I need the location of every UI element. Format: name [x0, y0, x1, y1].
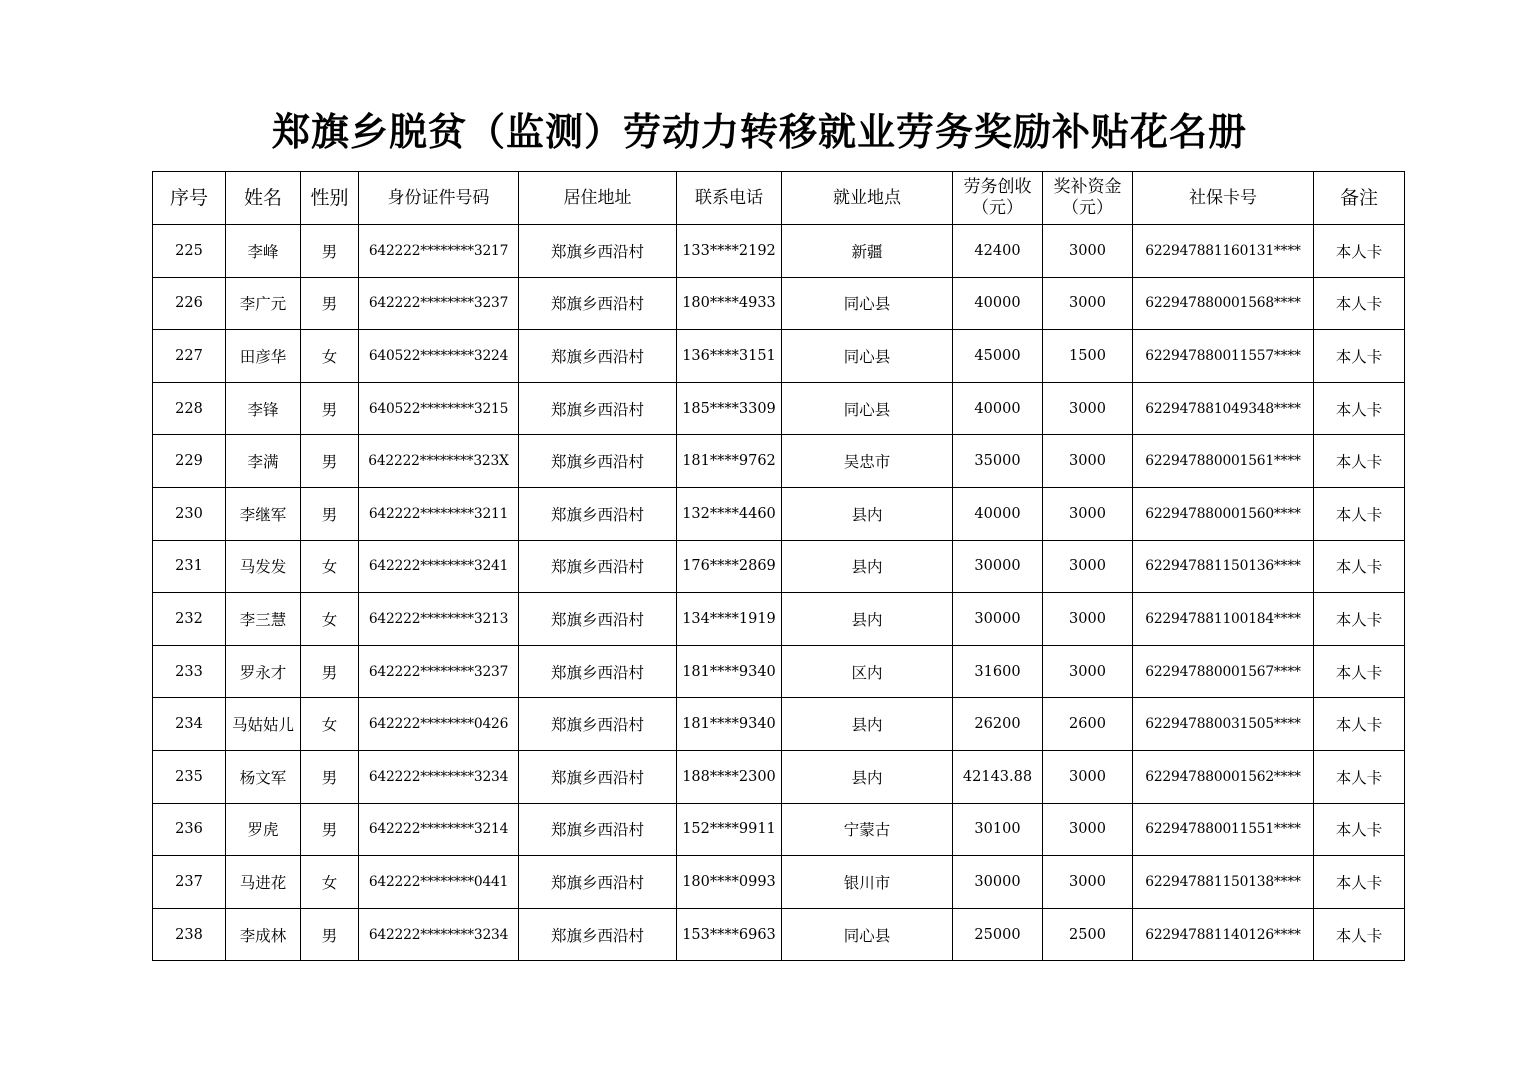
- cell-card: 622947881150136****: [1133, 540, 1314, 593]
- cell-id-number: 642222********3241: [359, 540, 519, 593]
- cell-seq: 237: [153, 856, 226, 909]
- cell-name: 李广元: [226, 277, 301, 330]
- cell-id-number: 642222********3234: [359, 750, 519, 803]
- cell-name: 罗虎: [226, 803, 301, 856]
- cell-note: 本人卡: [1314, 803, 1405, 856]
- cell-name: 李三慧: [226, 593, 301, 646]
- cell-card: 622947880031505****: [1133, 698, 1314, 751]
- cell-work-place: 吴忠市: [782, 435, 953, 488]
- cell-address: 郑旗乡西沿村: [519, 540, 677, 593]
- cell-work-place: 新疆: [782, 225, 953, 278]
- cell-card: 622947881100184****: [1133, 593, 1314, 646]
- cell-seq: 230: [153, 487, 226, 540]
- cell-gender: 女: [301, 698, 359, 751]
- roster-table: [152, 171, 1405, 961]
- cell-seq: 232: [153, 593, 226, 646]
- cell-note: 本人卡: [1314, 593, 1405, 646]
- table-row: [153, 277, 1405, 330]
- cell-gender: 男: [301, 225, 359, 278]
- cell-note: 本人卡: [1314, 487, 1405, 540]
- header-income: 劳务创收（元）: [953, 172, 1043, 225]
- cell-phone: 181****9340: [677, 645, 782, 698]
- cell-subsidy: 2500: [1043, 908, 1133, 961]
- cell-seq: 233: [153, 645, 226, 698]
- table-row: [153, 698, 1405, 751]
- cell-name: 李继军: [226, 487, 301, 540]
- cell-phone: 176****2869: [677, 540, 782, 593]
- cell-note: 本人卡: [1314, 750, 1405, 803]
- header-name: 姓名: [226, 172, 301, 225]
- cell-subsidy: 3000: [1043, 487, 1133, 540]
- cell-subsidy: 2600: [1043, 698, 1133, 751]
- cell-name: 马进花: [226, 856, 301, 909]
- cell-subsidy: 3000: [1043, 645, 1133, 698]
- document-title: 郑旗乡脱贫（监测）劳动力转移就业劳务奖励补贴花名册: [271, 110, 1247, 154]
- cell-work-place: 银川市: [782, 856, 953, 909]
- cell-subsidy: 3000: [1043, 382, 1133, 435]
- cell-subsidy: 3000: [1043, 540, 1133, 593]
- cell-seq: 231: [153, 540, 226, 593]
- table-row: [153, 382, 1405, 435]
- cell-card: 622947881140126****: [1133, 908, 1314, 961]
- cell-card: 622947880001562****: [1133, 750, 1314, 803]
- cell-id-number: 642222********3217: [359, 225, 519, 278]
- cell-id-number: 642222********3234: [359, 908, 519, 961]
- cell-note: 本人卡: [1314, 435, 1405, 488]
- cell-gender: 女: [301, 330, 359, 383]
- cell-phone: 133****2192: [677, 225, 782, 278]
- header-card: 社保卡号: [1133, 172, 1314, 225]
- cell-subsidy: 3000: [1043, 856, 1133, 909]
- cell-address: 郑旗乡西沿村: [519, 593, 677, 646]
- cell-seq: 229: [153, 435, 226, 488]
- header-note: 备注: [1314, 172, 1405, 225]
- cell-address: 郑旗乡西沿村: [519, 908, 677, 961]
- cell-seq: 235: [153, 750, 226, 803]
- cell-work-place: 县内: [782, 698, 953, 751]
- cell-subsidy: 3000: [1043, 750, 1133, 803]
- cell-work-place: 县内: [782, 540, 953, 593]
- cell-income: 35000: [953, 435, 1043, 488]
- cell-gender: 男: [301, 277, 359, 330]
- cell-seq: 236: [153, 803, 226, 856]
- cell-card: 622947881150138****: [1133, 856, 1314, 909]
- cell-income: 42143.88: [953, 750, 1043, 803]
- table-row: [153, 856, 1405, 909]
- cell-phone: 132****4460: [677, 487, 782, 540]
- cell-seq: 226: [153, 277, 226, 330]
- cell-work-place: 县内: [782, 593, 953, 646]
- table-header: [153, 172, 1405, 225]
- cell-work-place: 同心县: [782, 908, 953, 961]
- cell-gender: 女: [301, 540, 359, 593]
- cell-name: 李锋: [226, 382, 301, 435]
- cell-id-number: 640522********3224: [359, 330, 519, 383]
- table-row: [153, 435, 1405, 488]
- header-work-place: 就业地点: [782, 172, 953, 225]
- cell-address: 郑旗乡西沿村: [519, 750, 677, 803]
- table-row: [153, 540, 1405, 593]
- cell-id-number: 642222********3237: [359, 645, 519, 698]
- cell-subsidy: 3000: [1043, 225, 1133, 278]
- cell-income: 30100: [953, 803, 1043, 856]
- cell-work-place: 同心县: [782, 277, 953, 330]
- cell-income: 31600: [953, 645, 1043, 698]
- cell-income: 40000: [953, 382, 1043, 435]
- cell-address: 郑旗乡西沿村: [519, 225, 677, 278]
- cell-seq: 228: [153, 382, 226, 435]
- cell-address: 郑旗乡西沿村: [519, 856, 677, 909]
- cell-seq: 234: [153, 698, 226, 751]
- cell-subsidy: 3000: [1043, 435, 1133, 488]
- cell-card: 622947880011557****: [1133, 330, 1314, 383]
- cell-card: 622947880011551****: [1133, 803, 1314, 856]
- cell-note: 本人卡: [1314, 856, 1405, 909]
- cell-work-place: 同心县: [782, 330, 953, 383]
- cell-id-number: 640522********3215: [359, 382, 519, 435]
- cell-income: 30000: [953, 540, 1043, 593]
- cell-phone: 134****1919: [677, 593, 782, 646]
- cell-note: 本人卡: [1314, 225, 1405, 278]
- cell-phone: 181****9762: [677, 435, 782, 488]
- cell-name: 罗永才: [226, 645, 301, 698]
- cell-gender: 男: [301, 750, 359, 803]
- cell-seq: 225: [153, 225, 226, 278]
- cell-id-number: 642222********3213: [359, 593, 519, 646]
- cell-income: 45000: [953, 330, 1043, 383]
- table-body: [153, 225, 1405, 961]
- cell-income: 26200: [953, 698, 1043, 751]
- cell-address: 郑旗乡西沿村: [519, 645, 677, 698]
- cell-phone: 185****3309: [677, 382, 782, 435]
- cell-id-number: 642222********3211: [359, 487, 519, 540]
- cell-income: 25000: [953, 908, 1043, 961]
- header-phone: 联系电话: [677, 172, 782, 225]
- cell-income: 42400: [953, 225, 1043, 278]
- table-row: [153, 593, 1405, 646]
- cell-phone: 153****6963: [677, 908, 782, 961]
- cell-income: 30000: [953, 593, 1043, 646]
- cell-note: 本人卡: [1314, 277, 1405, 330]
- cell-card: 622947880001561****: [1133, 435, 1314, 488]
- cell-name: 李峰: [226, 225, 301, 278]
- table-row: [153, 750, 1405, 803]
- table-row: [153, 645, 1405, 698]
- cell-card: 622947880001568****: [1133, 277, 1314, 330]
- cell-work-place: 宁蒙古: [782, 803, 953, 856]
- cell-subsidy: 3000: [1043, 277, 1133, 330]
- cell-subsidy: 1500: [1043, 330, 1133, 383]
- cell-phone: 180****0993: [677, 856, 782, 909]
- cell-income: 40000: [953, 277, 1043, 330]
- cell-gender: 男: [301, 435, 359, 488]
- cell-name: 田彦华: [226, 330, 301, 383]
- cell-card: 622947880001567****: [1133, 645, 1314, 698]
- cell-id-number: 642222********323X: [359, 435, 519, 488]
- header-gender: 性别: [301, 172, 359, 225]
- cell-gender: 男: [301, 908, 359, 961]
- cell-card: 622947881049348****: [1133, 382, 1314, 435]
- cell-name: 李满: [226, 435, 301, 488]
- header-row: [153, 172, 1405, 225]
- cell-gender: 女: [301, 856, 359, 909]
- table-row: [153, 487, 1405, 540]
- cell-subsidy: 3000: [1043, 593, 1133, 646]
- cell-address: 郑旗乡西沿村: [519, 803, 677, 856]
- header-address: 居住地址: [519, 172, 677, 225]
- cell-note: 本人卡: [1314, 645, 1405, 698]
- cell-work-place: 县内: [782, 487, 953, 540]
- table-row: [153, 225, 1405, 278]
- cell-name: 马姑姑儿: [226, 698, 301, 751]
- cell-card: 622947881160131****: [1133, 225, 1314, 278]
- cell-address: 郑旗乡西沿村: [519, 277, 677, 330]
- cell-work-place: 区内: [782, 645, 953, 698]
- cell-income: 40000: [953, 487, 1043, 540]
- cell-name: 马发发: [226, 540, 301, 593]
- cell-gender: 女: [301, 593, 359, 646]
- table-row: [153, 803, 1405, 856]
- table-row: [153, 330, 1405, 383]
- cell-seq: 227: [153, 330, 226, 383]
- cell-phone: 180****4933: [677, 277, 782, 330]
- cell-work-place: 同心县: [782, 382, 953, 435]
- cell-id-number: 642222********3237: [359, 277, 519, 330]
- header-subsidy: 奖补资金（元）: [1043, 172, 1133, 225]
- cell-gender: 男: [301, 487, 359, 540]
- cell-address: 郑旗乡西沿村: [519, 435, 677, 488]
- cell-work-place: 县内: [782, 750, 953, 803]
- header-seq: 序号: [153, 172, 226, 225]
- table-row: [153, 908, 1405, 961]
- cell-subsidy: 3000: [1043, 803, 1133, 856]
- cell-address: 郑旗乡西沿村: [519, 698, 677, 751]
- cell-gender: 男: [301, 645, 359, 698]
- cell-seq: 238: [153, 908, 226, 961]
- cell-name: 李成林: [226, 908, 301, 961]
- cell-note: 本人卡: [1314, 540, 1405, 593]
- cell-phone: 152****9911: [677, 803, 782, 856]
- cell-address: 郑旗乡西沿村: [519, 330, 677, 383]
- cell-phone: 181****9340: [677, 698, 782, 751]
- cell-id-number: 642222********0426: [359, 698, 519, 751]
- cell-gender: 男: [301, 382, 359, 435]
- cell-id-number: 642222********3214: [359, 803, 519, 856]
- cell-note: 本人卡: [1314, 698, 1405, 751]
- cell-gender: 男: [301, 803, 359, 856]
- cell-phone: 188****2300: [677, 750, 782, 803]
- cell-address: 郑旗乡西沿村: [519, 382, 677, 435]
- cell-income: 30000: [953, 856, 1043, 909]
- cell-name: 杨文军: [226, 750, 301, 803]
- cell-note: 本人卡: [1314, 382, 1405, 435]
- cell-note: 本人卡: [1314, 908, 1405, 961]
- cell-phone: 136****3151: [677, 330, 782, 383]
- cell-id-number: 642222********0441: [359, 856, 519, 909]
- header-id-number: 身份证件号码: [359, 172, 519, 225]
- cell-card: 622947880001560****: [1133, 487, 1314, 540]
- cell-address: 郑旗乡西沿村: [519, 487, 677, 540]
- cell-note: 本人卡: [1314, 330, 1405, 383]
